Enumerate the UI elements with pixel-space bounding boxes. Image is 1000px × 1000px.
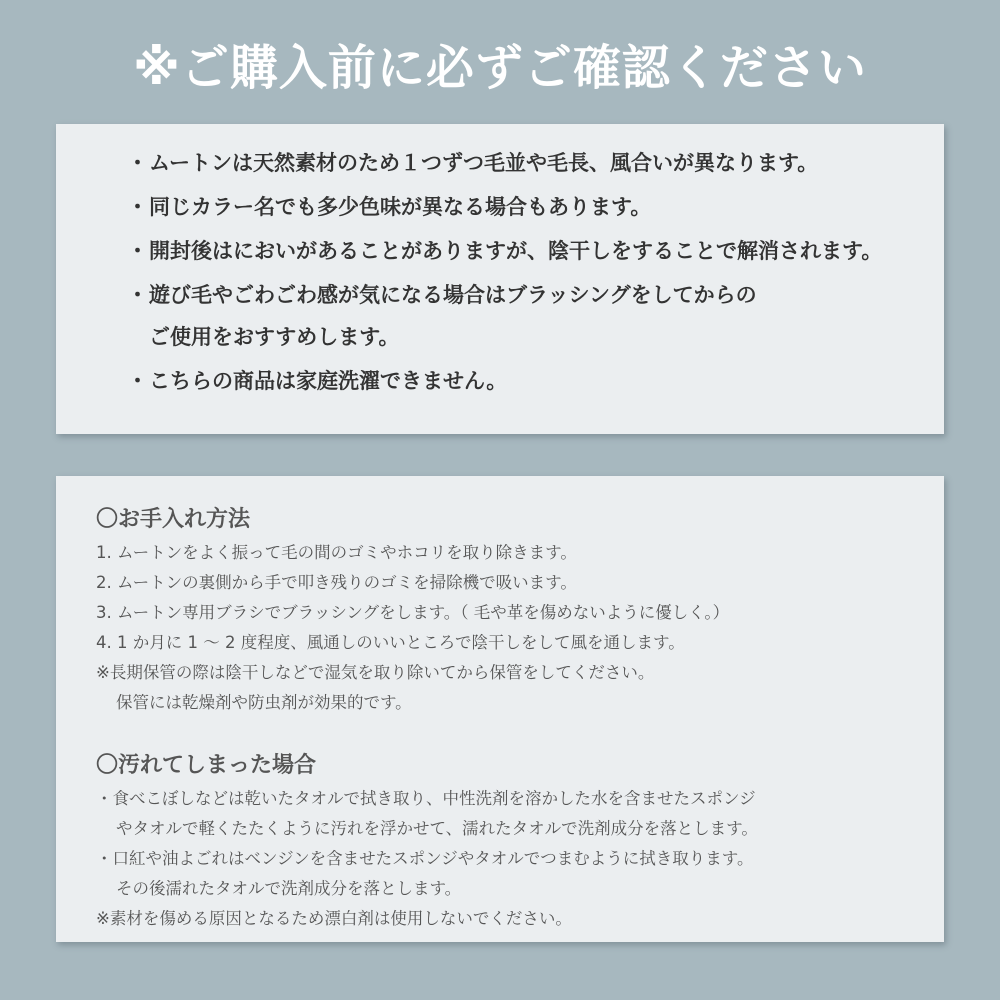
notice-text: こちらの商品は家庭洗濯できません。 (149, 369, 508, 393)
notice-item (127, 274, 944, 358)
care-card (56, 476, 944, 942)
bullet: ・ (127, 151, 148, 175)
notice-text: 同じカラー名でも多少色味が異なる場合もあります。 (149, 195, 652, 219)
notice-text: ムートンは天然素材のため１つずつ毛並や毛長、風合いが異なります。 (149, 151, 819, 175)
stain-item: ・口紅や油よごれはベンジンを含ませたスポンジやタオルでつまむように拭き取ります。 (96, 849, 754, 868)
care-step: 3. ムートン専用ブラシでブラッシングをします。（ 毛や革を傷めないように優しく。） (96, 603, 730, 622)
stain-heading: 〇汚れてしまった場合 (96, 753, 317, 778)
care-step: 1. ムートンをよく振って毛の間のゴミやホコリを取り除きます。 (96, 543, 577, 562)
bullet: ・ (127, 283, 148, 307)
bullet: ・ (127, 369, 148, 393)
stain-item: ・食べこぼしなどは乾いたタオルで拭き取り、中性洗剤を溶かした水を含ませたスポンジ (96, 789, 756, 808)
notice-text: 遊び毛やごわごわ感が気になる場合はブラッシングをしてからの (149, 283, 757, 307)
care-step: 4. 1 か月に 1 ～ 2 度程度、風通しのいいところで陰干しをして風を通します。 (96, 633, 685, 652)
bullet: ・ (127, 239, 148, 263)
bullet: ・ (127, 195, 148, 219)
stain-item-continued: その後濡れたタオルで洗剤成分を落とします。 (116, 879, 462, 898)
care-note-continued: 保管には乾燥剤や防虫剤が効果的です。 (116, 693, 412, 712)
notice-item (127, 186, 944, 228)
care-heading: 〇お手入れ方法 (96, 507, 251, 532)
notice-item (127, 142, 944, 184)
stain-note: ※素材を傷める原因となるため漂白剤は使用しないでください。 (96, 909, 572, 928)
notice-text-continued: ご使用をおすすめします。 (149, 325, 400, 349)
notice-item (127, 230, 944, 272)
notice-text: 開封後はにおいがあることがありますが、陰干しをすることで解消されます。 (149, 239, 883, 263)
care-step: 2. ムートンの裏側から手で叩き残りのゴミを掃除機で吸います。 (96, 573, 577, 592)
notice-card (56, 124, 944, 434)
notice-item (127, 360, 944, 402)
page-title: ※ご購入前に必ずご確認ください (133, 40, 867, 96)
stain-item-continued: やタオルで軽くたたくように汚れを浮かせて、濡れたタオルで洗剤成分を落とします。 (116, 819, 758, 838)
care-note: ※長期保管の際は陰干しなどで湿気を取り除いてから保管をしてください。 (96, 663, 655, 682)
